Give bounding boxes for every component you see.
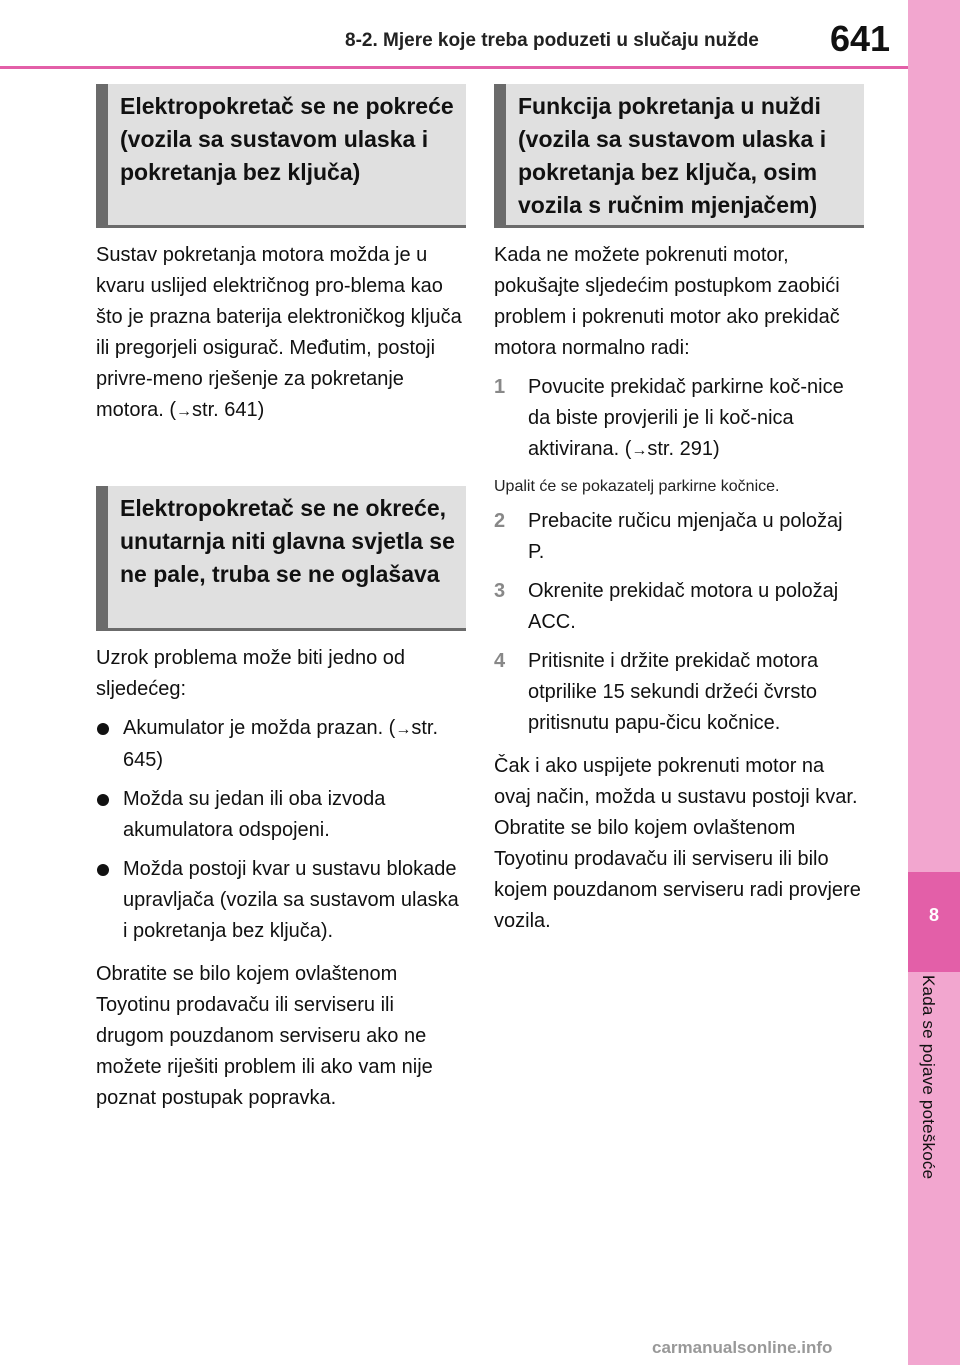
bullet-icon [97,864,109,876]
section-outro: Obratite se bilo kojem ovlaštenom Toyotinu prodavaču ili serviseru ili drugom pouzdanom serviseru ako ne možete riješiti problem ili ako vam nije poznat postupak popravka. [96,963,433,1109]
header-divider [0,66,908,69]
section-emergency-start [494,84,864,937]
section-header: 8-2. Mjere koje treba poduzeti u slučaju nužde [345,30,759,51]
section-outro: Čak i ako uspijete pokrenuti motor na ovaj način, možda u sustavu postoji kvar. Obratite se bilo kojem ovlaštenom Toyotinu prodavaču ili serviseru ili bilo kojem pouzdanom serviseru radi provjere vozila. [494,755,861,932]
step-number: 4 [494,650,506,672]
step-text: Prebacite ručicu mjenjača u položaj P. [528,510,843,563]
step-item [494,506,864,568]
list-item-text: Akumulator je možda prazan. ( [123,717,396,739]
step-number: 2 [494,510,506,532]
arrow-icon: → [631,442,648,459]
list-item-text: Možda su jedan ili oba izvoda akumulatora odspojeni. [123,788,386,841]
arrow-icon: → [395,721,412,738]
list-item [96,854,466,947]
section-starter-not-cranking [96,84,466,427]
body-text: Sustav pokretanja motora možda je u kvaru uslijed električnog pro-blema kao što je prazna baterija elektroničkog ključa ili pregorjeli osigurač. Međutim, postoji privre-meno rješenje za pokretanje motora. ( [96,244,462,421]
step-item [494,646,864,739]
list-item [96,784,466,846]
bullet-icon [97,723,109,735]
page-number: 641 [830,18,891,59]
arrow-icon: → [176,403,193,420]
step-item [494,576,864,638]
bullet-icon [97,794,109,806]
section-intro: Uzrok problema može biti jedno od sljedećeg: [96,647,406,700]
page-reference: str. 645) [123,717,439,771]
section-body [96,240,466,427]
section-starter-no-power [96,486,466,1114]
section-heading: Elektropokretač se ne pokreće (vozila sa sustavom ulaska i pokretanja bez ključa) [96,84,466,228]
section-heading: Elektropokretač se ne okreće, unutarnja niti glavna svjetla se ne pale, truba se ne oglašava [96,486,466,631]
step-number: 3 [494,580,506,602]
page-reference: str. 641) [192,399,265,421]
page-reference: str. 291) [647,438,720,460]
step-text: Okrenite prekidač motora u položaj ACC. [528,580,839,633]
section-intro: Kada ne možete pokrenuti motor, pokušajte sljedećim postupkom zaobići problem i pokrenuti motor ako prekidač motora normalno radi: [494,244,840,359]
step-number: 1 [494,376,506,398]
section-heading: Funkcija pokretanja u nuždi (vozila sa sustavom ulaska i pokretanja bez ključa, osim vozila s ručnim mjenjačem) [494,84,864,228]
chapter-label: Kada se pojave poteškoće [919,975,938,1180]
step-item [494,372,864,466]
chapter-number: 8 [928,905,939,925]
list-item [96,713,466,776]
list-item-text: Možda postoji kvar u sustavu blokade upravljača (vozila sa sustavom ulaska i pokretanja bez ključa). [123,858,459,942]
step-text: Povucite prekidač parkirne koč-nice da biste provjerili je li koč-nica aktivirana. ( [528,376,844,460]
step-note: Upalit će se pokazatelj parkirne kočnice. [494,478,780,495]
step-text: Pritisnite i držite prekidač motora otprilike 15 sekundi držeći čvrsto pritisnutu papu-čicu kočnice. [528,650,819,734]
watermark: carmanualsonline.info [652,1338,833,1357]
